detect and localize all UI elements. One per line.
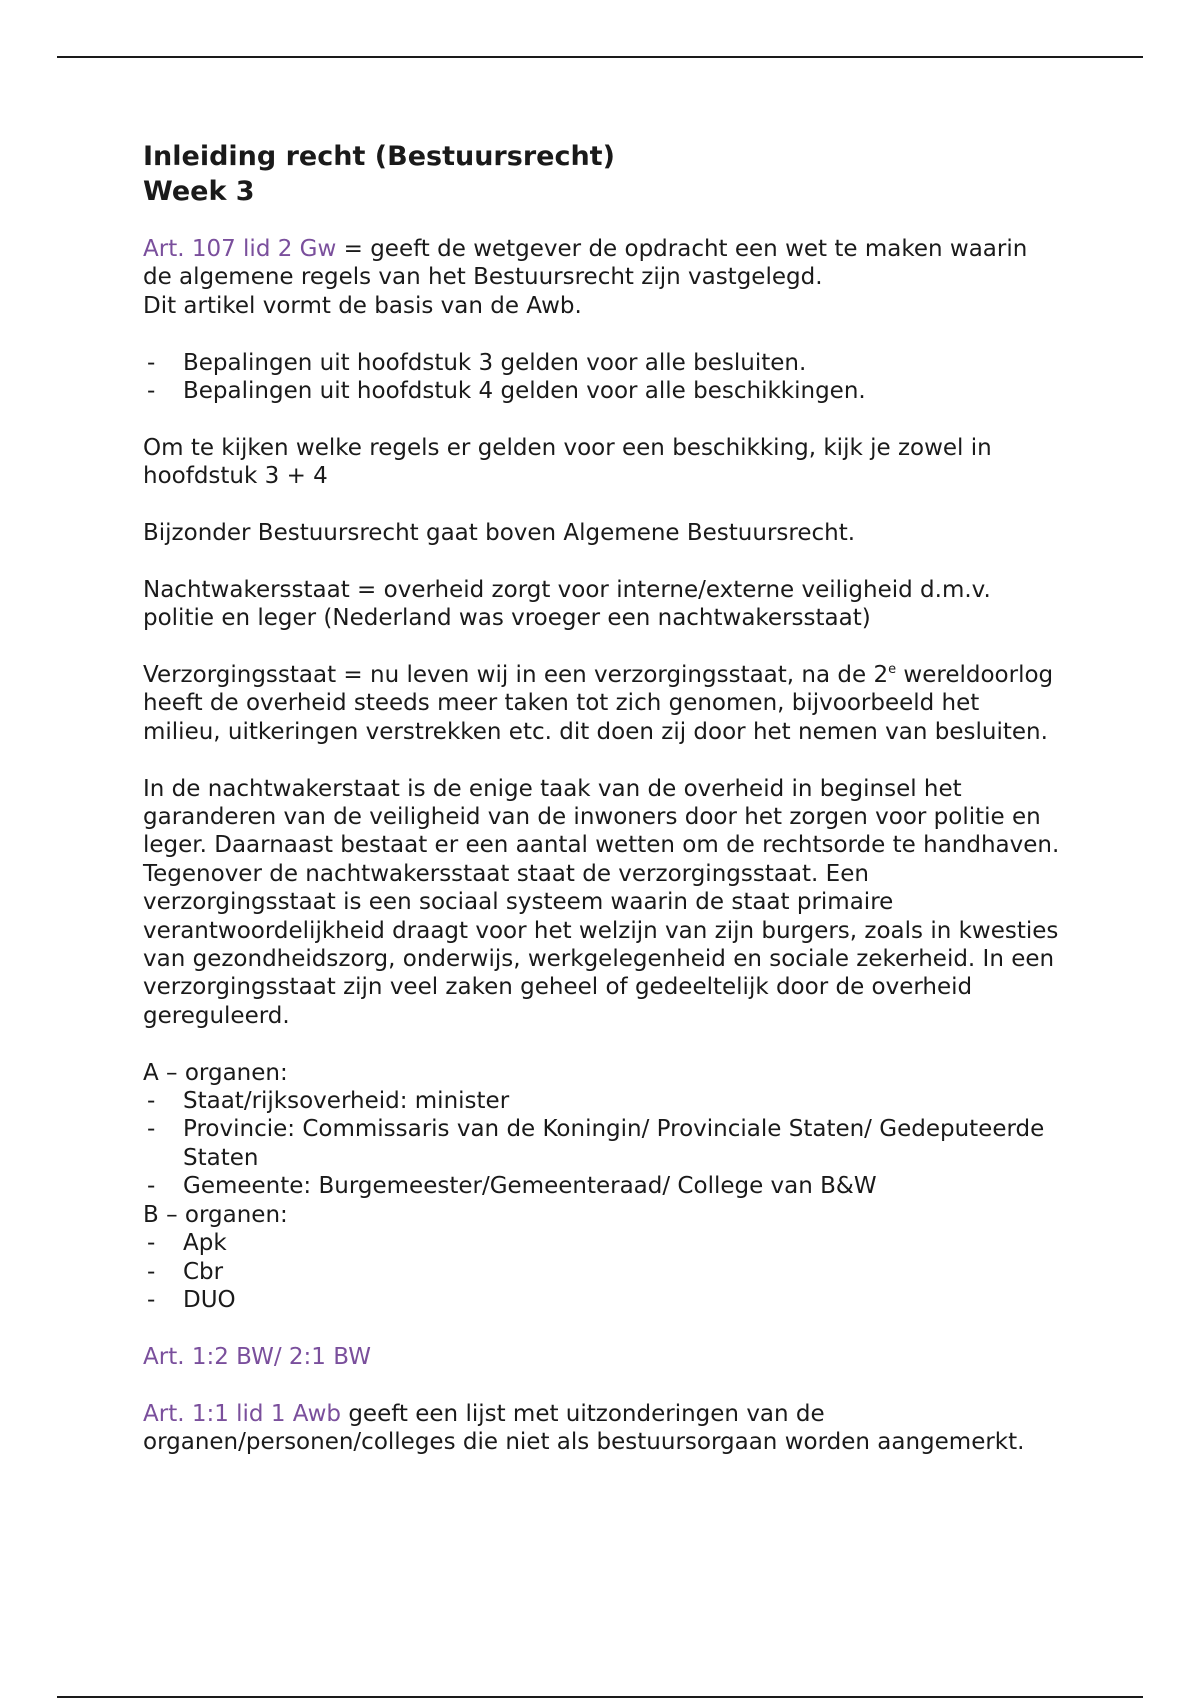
article-reference: Art. 107 lid 2 Gw: [143, 236, 337, 262]
title-line-2: Week 3: [143, 176, 255, 207]
chapter-list: [143, 349, 1063, 406]
paragraph-art-107: [143, 235, 1063, 320]
organs-b-heading: B – organen:: [143, 1201, 288, 1228]
superscript: e: [888, 662, 897, 678]
organs-a-list: [143, 1087, 1063, 1201]
paragraph-text: wereldoorlog heeft de overheid steeds meer taken tot zich genomen, bijvoorbeeld het milieu, uitkeringen verstrekken etc. dit doen zij door het nemen van besluiten.: [143, 662, 1054, 745]
list-item: - Bepalingen uit hoofdstuk 3 gelden voor alle besluiten.: [143, 349, 1063, 377]
paragraph-text: Verzorgingsstaat = nu leven wij in een verzorgingsstaat, na de 2: [143, 662, 889, 689]
paragraph-beschikking: Om te kijken welke regels er gelden voor een beschikking, kijk je zowel in hoofdstuk 3 + 4: [143, 434, 992, 490]
organs-b-list: [143, 1229, 1063, 1314]
document-title: [143, 139, 1063, 209]
paragraph-bijzonder: Bijzonder Bestuursrecht gaat boven Algemene Bestuursrecht.: [143, 520, 856, 547]
paragraph-nachtwakersstaat: Nachtwakersstaat = overheid zorgt voor interne/externe veiligheid d.m.v. politie en leger (Nederland was vroeger een nachtwakersstaat): [143, 576, 991, 632]
paragraph-text: geeft een lijst met uitzonderingen van de organen/personen/colleges die niet als bestuursorgaan worden aangemerkt.: [143, 1400, 1025, 1455]
list-item: - Cbr: [143, 1258, 1063, 1286]
paragraph-comparison: In de nachtwakerstaat is de enige taak van de overheid in beginsel het garanderen van de veiligheid van de inwoners door het zorgen voor politie en leger. Daarnaast bestaat er een aantal wetten om de rechtsorde te handhaven. Tegenover de nachtwakersstaat staat de verzorgingsstaat. Een verzorgingsstaat is een sociaal systeem waarin de staat primaire verantwoordelijkheid draagt voor het welzijn van zijn burgers, zoals in kwesties van gezondheidszorg, onderwijs, werkgelegenheid en sociale zekerheid. In een verzorgingsstaat zijn veel zaken geheel of gedeeltelijk door de overheid gereguleerd.: [143, 775, 1060, 1029]
document-body: [143, 139, 1063, 1485]
list-item: - Apk: [143, 1229, 1063, 1257]
list-item: - Provincie: Commissaris van de Koningin/ Provinciale Staten/ Gedeputeerde Staten: [143, 1115, 1063, 1172]
bottom-rule: [57, 1696, 1143, 1698]
article-reference: Art. 1:2 BW/ 2:1 BW: [143, 1343, 371, 1370]
paragraph-verzorgingsstaat: [143, 661, 1063, 746]
paragraph-text: = geeft de wetgever de opdracht een wet te maken waarin de algemene regels van het Bestuursrecht zijn vastgelegd.: [143, 236, 1028, 291]
list-item: - Gemeente: Burgemeester/Gemeenteraad/ College van B&W: [143, 1172, 1063, 1200]
list-item: - DUO: [143, 1286, 1063, 1314]
paragraph-text: Dit artikel vormt de basis van de Awb.: [143, 292, 582, 319]
organs-a-heading: A – organen:: [143, 1059, 288, 1086]
title-line-1: Inleiding recht (Bestuursrecht): [143, 141, 615, 172]
paragraph-art-1-2: [143, 1343, 1063, 1371]
list-item: - Bepalingen uit hoofdstuk 4 gelden voor alle beschikkingen.: [143, 377, 1063, 405]
paragraph-art-1-1: [143, 1400, 1063, 1457]
top-rule: [57, 56, 1143, 58]
list-item: - Staat/rijksoverheid: minister: [143, 1087, 1063, 1115]
article-reference: Art. 1:1 lid 1 Awb: [143, 1400, 342, 1427]
